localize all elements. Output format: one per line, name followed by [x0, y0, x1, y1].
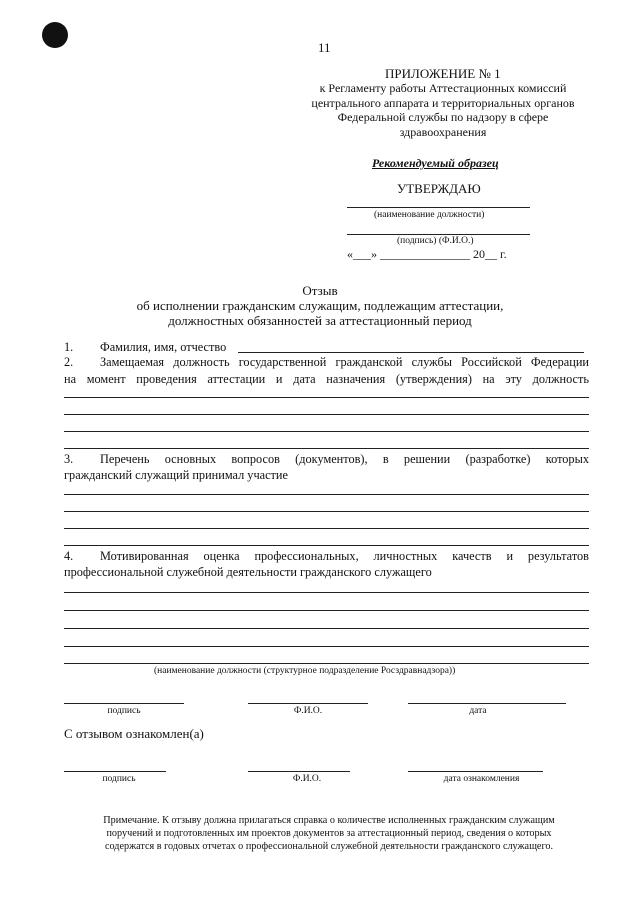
signature-caption: подпись — [107, 706, 141, 716]
annex-line: здравоохранения — [399, 124, 487, 139]
answer-line[interactable] — [64, 431, 589, 432]
item-number: 2. — [64, 355, 74, 369]
fio-caption: Ф.И.О. — [292, 774, 322, 784]
signature-caption: (подпись) (Ф.И.О.) — [397, 236, 474, 246]
answer-line[interactable] — [64, 592, 589, 593]
item-4-line-2: профессиональной служебной деятельности гражданского служащего — [64, 565, 432, 579]
document-title: Отзыв — [302, 283, 338, 298]
answer-line[interactable] — [64, 628, 589, 629]
acquainted-label: С отзывом ознакомлен(а) — [64, 726, 204, 741]
footer-position-caption: (наименование должности (структурное подразделение Росздравнадзора)) — [154, 666, 456, 676]
answer-line[interactable] — [64, 528, 589, 529]
item-number: 3. — [64, 452, 74, 466]
position-caption: (наименование должности) — [374, 210, 485, 220]
acquaintance-date-caption: дата ознакомления — [443, 774, 520, 784]
employee-date-line[interactable] — [408, 771, 543, 772]
answer-line[interactable] — [64, 511, 589, 512]
answer-line[interactable] — [64, 646, 589, 647]
item-2-line-1: 2. Замещаемая должность государственной гражданской службы Российской Федерации — [64, 355, 589, 369]
item-4-line-1: 4. Мотивированная оценка профессиональных, личностных качеств и результатов — [64, 549, 589, 563]
recommended-sample-label: Рекомендуемый образец — [372, 156, 499, 170]
annex-line: к Регламенту работы Аттестационных комиссий — [319, 81, 567, 95]
document-subtitle-2: должностных обязанностей за аттестационный период — [168, 313, 472, 328]
annex-title: ПРИЛОЖЕНИЕ № 1 — [385, 66, 501, 81]
page-number: 11 — [318, 40, 331, 55]
punch-hole — [42, 22, 68, 48]
item-3-line-2: гражданский служащий принимал участие — [64, 468, 288, 482]
reviewer-date-line[interactable] — [408, 703, 566, 704]
annex-subtitle — [300, 81, 586, 139]
answer-line[interactable] — [64, 448, 589, 449]
footnote: Примечание. К отзыву должна прилагаться справка о количестве исполненных гражданским служащим поручений и подготовленных им проектов документов за аттестационный период, сведения о которых содержатся в годовых отчетах о профессиональной служебной деятельности гражданского служащего. — [103, 815, 555, 852]
item-1 — [64, 339, 226, 355]
approve-heading: УТВЕРЖДАЮ — [397, 181, 481, 196]
answer-line[interactable] — [64, 494, 589, 495]
item-number: 4. — [64, 549, 74, 563]
answer-line[interactable] — [64, 663, 589, 664]
fio-input-line[interactable] — [238, 352, 584, 353]
item-1-label: Фамилия, имя, отчество — [100, 340, 227, 354]
date-caption: дата — [469, 706, 487, 716]
position-line[interactable] — [347, 207, 530, 208]
answer-line[interactable] — [64, 414, 589, 415]
signature-line[interactable] — [347, 234, 530, 235]
annex-line: центрального аппарата и территориальных органов — [311, 95, 575, 110]
document-subtitle-1: об исполнении гражданским служащим, подлежащим аттестации, — [136, 298, 504, 313]
annex-line: Федеральной службы по надзору в сфере — [337, 110, 549, 124]
reviewer-fio-line[interactable] — [248, 703, 368, 704]
approval-date-line[interactable]: «___» _______________ 20__ г. — [347, 247, 507, 261]
answer-line[interactable] — [64, 610, 589, 611]
signature-caption: подпись — [102, 774, 136, 784]
item-number: 1. — [64, 340, 74, 354]
reviewer-signature-line[interactable] — [64, 703, 184, 704]
answer-line[interactable] — [64, 397, 589, 398]
answer-line[interactable] — [64, 545, 589, 546]
employee-fio-line[interactable] — [248, 771, 350, 772]
item-2-line-2: на момент проведения аттестации и дата назначения (утверждения) на эту должность — [64, 372, 589, 386]
fio-caption: Ф.И.О. — [293, 706, 323, 716]
employee-signature-line[interactable] — [64, 771, 166, 772]
item-3-line-1: 3. Перечень основных вопросов (документов), в решении (разработке) которых — [64, 452, 589, 466]
